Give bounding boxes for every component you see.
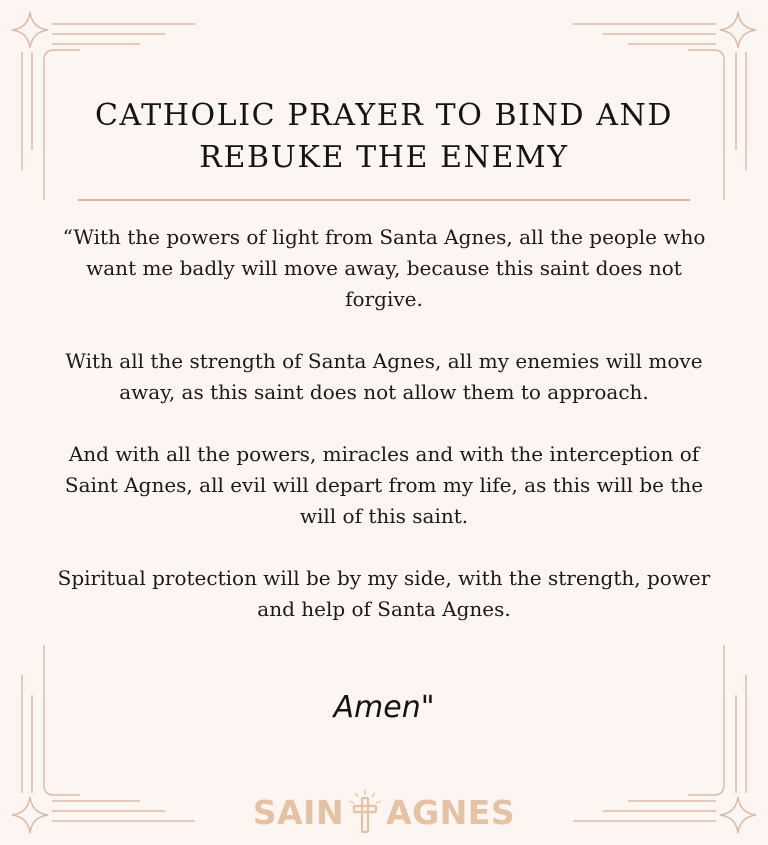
- prayer-paragraph-4: Spiritual protection will be by my side, with the strength, power and help of Santa Agnes.: [57, 566, 711, 621]
- prayer-paragraph-1: “With the powers of light from Santa Agnes, all the people who want me badly will move away, because this saint does not forgive.: [62, 225, 706, 311]
- prayer-paragraph-2: With all the strength of Santa Agnes, all my enemies will move away, as this saint does not allow them to approach.: [65, 349, 703, 404]
- cross-icon: [346, 788, 384, 836]
- site-logo: [184, 788, 584, 836]
- page-title: CATHOLIC PRAYER TO BIND AND REBUKE THE ENEMY: [94, 98, 674, 175]
- prayer-paragraph-3: And with all the powers, miracles and with the interception of Saint Agnes, all evil will depart from my life, as this will be the will of this saint.: [64, 442, 704, 528]
- prayer-text: [50, 222, 718, 656]
- title-divider: [78, 199, 690, 201]
- logo-text-left: SAIN: [252, 792, 345, 832]
- logo-text-right: AGNES: [386, 792, 516, 832]
- prayer-closing: Amen": [333, 690, 435, 725]
